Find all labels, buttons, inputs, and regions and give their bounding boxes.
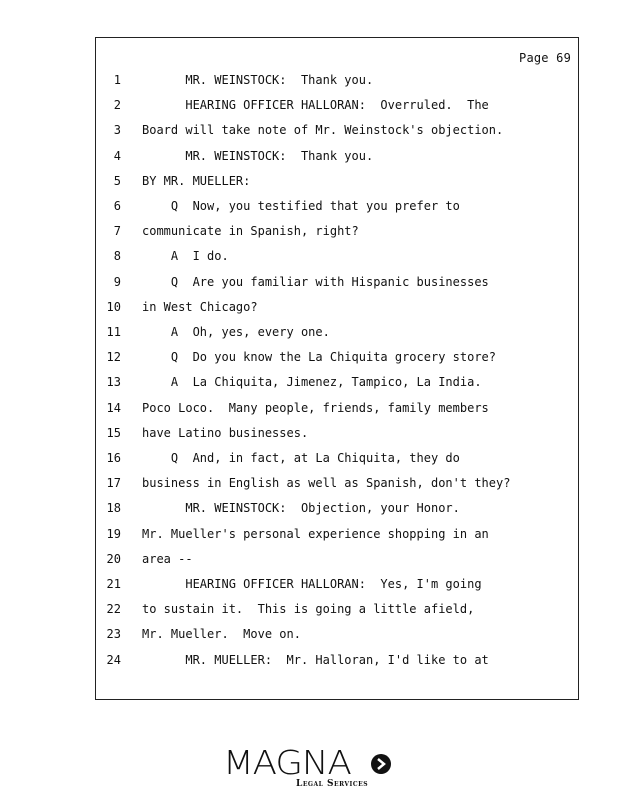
transcript-line — [96, 423, 578, 443]
line-number: 1 — [113, 73, 121, 87]
line-text: Q And, in fact, at La Chiquita, they do — [142, 451, 460, 465]
line-text: Mr. Mueller's personal experience shopping in an — [142, 526, 489, 541]
line-number: 11 — [106, 325, 121, 339]
line-text: Mr. Mueller. Move on. — [142, 627, 301, 642]
line-text: area -- — [142, 551, 193, 566]
line-number: 13 — [106, 375, 121, 390]
transcript-line — [96, 272, 578, 292]
logo-wordmark: MAGNA — [223, 743, 351, 782]
line-number: 4 — [113, 148, 121, 163]
line-number: 2 — [113, 98, 121, 113]
line-number: 15 — [106, 425, 121, 440]
line-number: 6 — [113, 199, 121, 213]
line-text: in West Chicago? — [142, 299, 258, 314]
line-text: A I do. — [142, 249, 229, 264]
line-text: Board will take note of Mr. Weinstock's objection. — [142, 123, 504, 138]
line-number: 9 — [113, 274, 121, 289]
line-text: Poco Loco. Many people, friends, family members — [142, 400, 489, 415]
transcript-line — [96, 473, 578, 493]
line-text: business in English as well as Spanish, don't they? — [142, 476, 511, 491]
line-number: 21 — [106, 577, 121, 591]
line-text: MR. WEINSTOCK: Objection, your Honor. — [142, 501, 460, 516]
line-text: BY MR. MUELLER: — [142, 173, 251, 188]
transcript-page — [95, 37, 579, 700]
line-number: 12 — [106, 350, 121, 365]
magna-logo — [223, 743, 403, 793]
line-number: 18 — [106, 501, 121, 516]
line-text: MR. WEINSTOCK: Thank you. — [142, 148, 374, 163]
transcript-line — [96, 448, 578, 468]
transcript-line — [96, 146, 578, 166]
line-number: 8 — [113, 249, 121, 264]
line-number: 7 — [113, 224, 121, 239]
line-text: HEARING OFFICER HALLORAN: Yes, I'm going — [142, 577, 482, 591]
line-number: 22 — [106, 602, 121, 617]
line-text: to sustain it. This is going a little afield, — [142, 602, 475, 617]
transcript-line — [96, 196, 578, 216]
line-text: Q Do you know the La Chiquita grocery store? — [142, 350, 497, 365]
transcript-line — [96, 524, 578, 544]
transcript-line — [96, 246, 578, 266]
transcript-line — [96, 498, 578, 518]
line-text: MR. WEINSTOCK: Thank you. — [142, 73, 374, 87]
line-text: have Latino businesses. — [142, 425, 309, 440]
line-text: MR. MUELLER: Mr. Halloran, I'd like to at — [142, 652, 489, 667]
chevron-circle-icon — [370, 753, 392, 775]
line-number: 24 — [106, 652, 121, 667]
line-text: communicate in Spanish, right? — [142, 224, 359, 239]
transcript-line — [96, 95, 578, 115]
line-text: HEARING OFFICER HALLORAN: Overruled. The — [142, 98, 489, 113]
transcript-line — [96, 398, 578, 418]
line-text: Q Are you familiar with Hispanic businesses — [142, 274, 489, 289]
line-number: 16 — [106, 451, 121, 465]
logo-subtitle: Legal Services — [296, 779, 369, 789]
line-number: 20 — [106, 551, 121, 566]
transcript-line — [96, 624, 578, 644]
line-text: Q Now, you testified that you prefer to — [142, 199, 460, 213]
line-number: 23 — [106, 627, 121, 642]
transcript-line — [96, 650, 578, 670]
transcript-line — [96, 322, 578, 342]
line-number: 19 — [106, 526, 121, 541]
transcript-line — [96, 221, 578, 241]
line-number: 14 — [106, 400, 121, 415]
transcript-line — [96, 120, 578, 140]
line-number: 17 — [106, 476, 121, 491]
transcript-line — [96, 297, 578, 317]
page-number: Page 69 — [519, 51, 571, 65]
transcript-line — [96, 347, 578, 367]
transcript-line — [96, 574, 578, 594]
transcript-line — [96, 549, 578, 569]
line-text: A La Chiquita, Jimenez, Tampico, La India. — [142, 375, 482, 390]
transcript-line — [96, 70, 578, 90]
transcript-line — [96, 599, 578, 619]
transcript-line — [96, 171, 578, 191]
line-number: 3 — [113, 123, 121, 138]
line-number: 5 — [113, 173, 121, 188]
transcript-line — [96, 372, 578, 392]
line-number: 10 — [106, 299, 121, 314]
line-text: A Oh, yes, every one. — [142, 325, 330, 339]
